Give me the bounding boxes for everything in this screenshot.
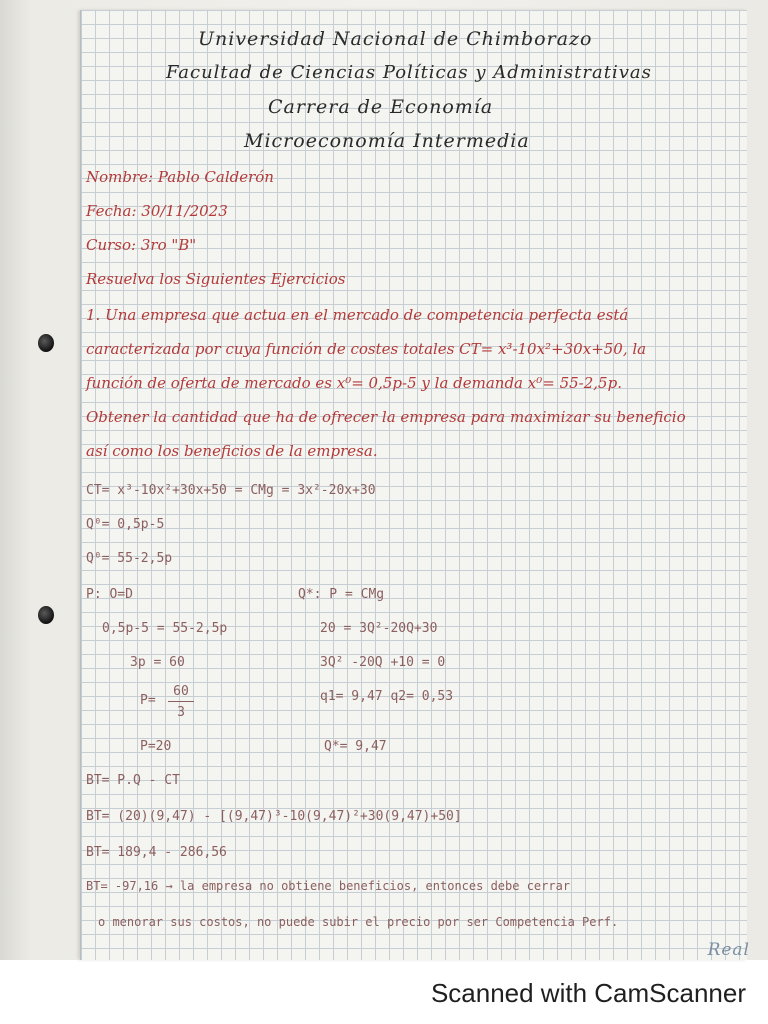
price-result: P=20 — [140, 739, 172, 754]
problem-line-4: Obtener la cantidad que ha de ofrecer la empresa para maximizar su beneficio — [86, 408, 686, 426]
quadratic-roots: q1= 9,47 q2= 0,53 — [320, 689, 454, 704]
problem-line-5: así como los beneficios de la empresa. — [86, 442, 378, 460]
fraction-prefix: P= — [140, 693, 156, 708]
profit-value: BT= 189,4 - 286,56 — [86, 845, 227, 860]
equilibrium-step-1: 0,5p-5 = 55-2,5p — [102, 621, 228, 636]
subject-title: Microeconomía Intermedia — [244, 130, 530, 152]
equilibrium-heading: P: O=D — [86, 587, 133, 602]
date-line: Fecha: 30/11/2023 — [86, 202, 228, 220]
demand-function: Q⁰= 55-2,5p — [86, 551, 173, 566]
supply-function: Q⁰= 0,5p-5 — [86, 517, 165, 532]
notebook-brand-mark: Real — [707, 940, 750, 960]
problem-line-1: 1. Una empresa que actua en el mercado de competencia perfecta está — [86, 306, 629, 324]
binder-hole-top — [38, 334, 54, 352]
problem-line-2: caracterizada por cuya función de costes totales CT= x³-10x²+30x+50, la — [86, 340, 647, 358]
optimal-step-1: 20 = 3Q²-20Q+30 — [320, 621, 438, 636]
fraction-numerator: 60 — [168, 684, 194, 702]
fraction-denominator: 3 — [177, 705, 185, 720]
conclusion-line: o menorar sus costos, no puede subir el precio por ser Competencia Perf. — [98, 915, 619, 929]
profit-substitution: BT= (20)(9,47) - [(9,47)³-10(9,47)²+30(9,47)+50] — [86, 809, 462, 824]
optimal-quantity: Q*= 9,47 — [324, 739, 387, 754]
optimal-heading: Q*: P = CMg — [298, 587, 385, 602]
binder-hole-bottom — [38, 606, 54, 624]
cost-function: CT= x³-10x²+30x+50 = CMg = 3x²-20x+30 — [86, 483, 376, 498]
problem-line-3: función de oferta de mercado es x⁰= 0,5p-5 y la demanda x⁰= 55-2,5p. — [86, 374, 622, 392]
career-title: Carrera de Economía — [268, 96, 494, 118]
scanner-watermark: Scanned with CamScanner — [430, 978, 746, 1008]
profit-result: BT= -97,16 → la empresa no obtiene beneficios, entonces debe cerrar — [86, 879, 571, 893]
course-line: Curso: 3ro "B" — [86, 236, 197, 254]
equilibrium-step-2: 3p = 60 — [130, 655, 185, 670]
faculty-title: Facultad de Ciencias Políticas y Administrativas — [166, 62, 652, 83]
instruction-line: Resuelva los Siguientes Ejercicios — [86, 270, 346, 288]
price-fraction — [168, 684, 194, 720]
student-name: Nombre: Pablo Calderón — [86, 168, 274, 186]
optimal-step-2: 3Q² -20Q +10 = 0 — [320, 655, 446, 670]
university-title: Universidad Nacional de Chimborazo — [198, 28, 593, 50]
profit-definition: BT= P.Q - CT — [86, 773, 180, 788]
